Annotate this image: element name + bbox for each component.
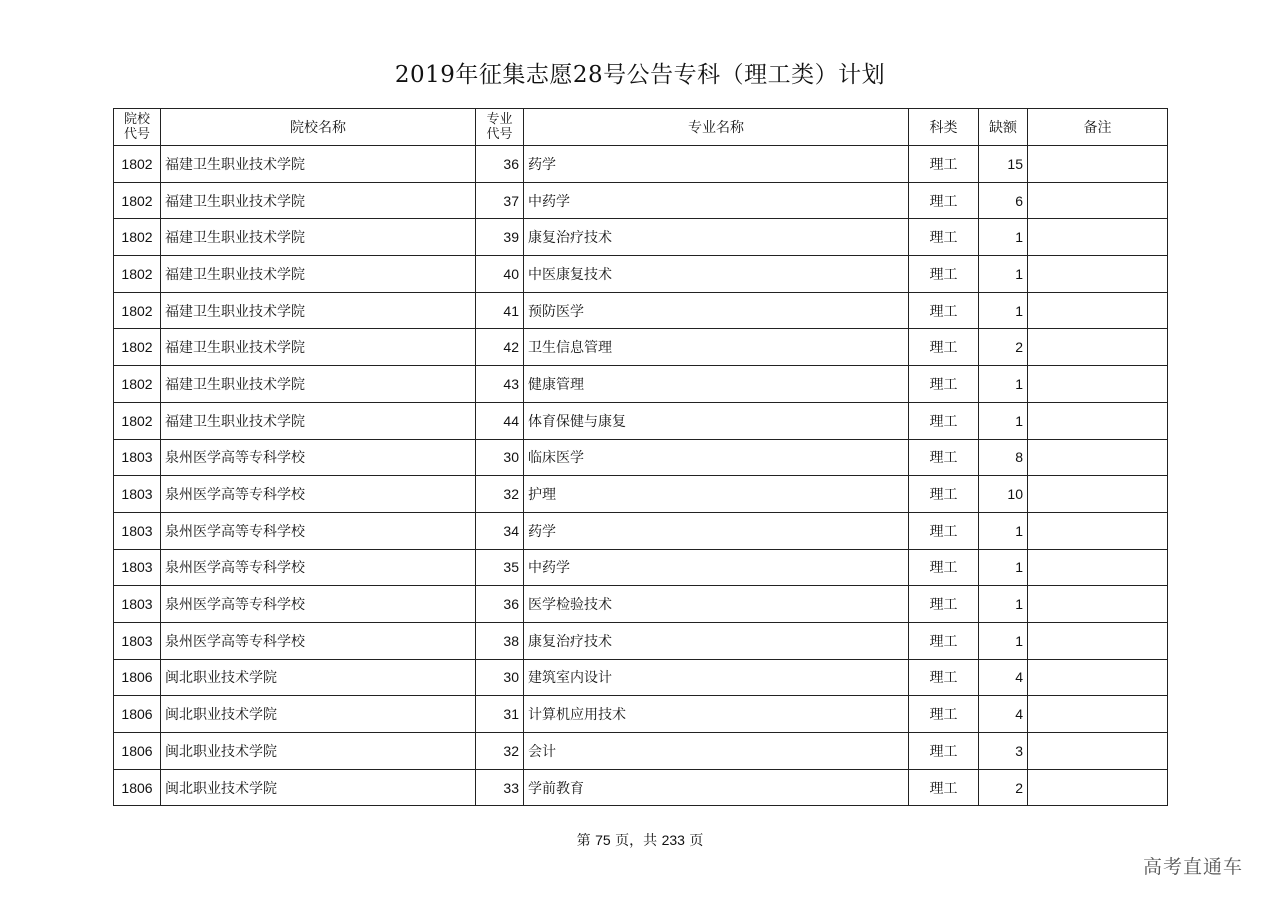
cell-note (1028, 402, 1168, 439)
table-body (114, 146, 1168, 806)
cell-category: 理工 (909, 219, 979, 256)
cell-school-name: 福建卫生职业技术学院 (161, 366, 476, 403)
cell-major-code: 36 (476, 146, 524, 183)
cell-major-name: 药学 (524, 512, 909, 549)
cell-major-code: 35 (476, 549, 524, 586)
cell-vacancy: 15 (979, 146, 1028, 183)
cell-school-code: 1803 (114, 622, 161, 659)
cell-major-name: 中药学 (524, 182, 909, 219)
cell-school-code: 1806 (114, 733, 161, 770)
footer-middle: 页，共 (610, 833, 662, 849)
header-school-name: 院校名称 (161, 109, 476, 146)
cell-category: 理工 (909, 659, 979, 696)
cell-school-code: 1802 (114, 292, 161, 329)
header-school-code-line2: 代号 (123, 127, 150, 142)
header-major-name: 专业名称 (524, 109, 909, 146)
cell-school-code: 1802 (114, 146, 161, 183)
plan-table (113, 108, 1168, 806)
cell-major-name: 临床医学 (524, 439, 909, 476)
cell-category: 理工 (909, 146, 979, 183)
header-school-code (114, 109, 161, 146)
cell-vacancy: 10 (979, 476, 1028, 513)
cell-major-code: 30 (476, 439, 524, 476)
cell-major-code: 37 (476, 182, 524, 219)
cell-school-name: 泉州医学高等专科学校 (161, 549, 476, 586)
page-footer (0, 830, 1280, 850)
cell-category: 理工 (909, 329, 979, 366)
cell-category: 理工 (909, 182, 979, 219)
cell-note (1028, 549, 1168, 586)
footer-total-pages: 233 (661, 832, 685, 848)
cell-category: 理工 (909, 512, 979, 549)
cell-note (1028, 476, 1168, 513)
cell-school-name: 福建卫生职业技术学院 (161, 256, 476, 293)
cell-school-code: 1803 (114, 439, 161, 476)
cell-major-name: 中药学 (524, 549, 909, 586)
cell-note (1028, 659, 1168, 696)
cell-category: 理工 (909, 696, 979, 733)
cell-major-name: 学前教育 (524, 769, 909, 806)
cell-school-code: 1802 (114, 329, 161, 366)
cell-note (1028, 182, 1168, 219)
cell-school-code: 1802 (114, 256, 161, 293)
cell-vacancy: 1 (979, 549, 1028, 586)
cell-vacancy: 4 (979, 696, 1028, 733)
cell-vacancy: 1 (979, 366, 1028, 403)
cell-school-name: 闽北职业技术学院 (161, 769, 476, 806)
cell-school-name: 福建卫生职业技术学院 (161, 329, 476, 366)
table-row (114, 622, 1168, 659)
table-row (114, 696, 1168, 733)
cell-major-name: 预防医学 (524, 292, 909, 329)
table-row (114, 256, 1168, 293)
cell-school-name: 福建卫生职业技术学院 (161, 219, 476, 256)
table-row (114, 292, 1168, 329)
cell-major-code: 41 (476, 292, 524, 329)
cell-category: 理工 (909, 586, 979, 623)
cell-vacancy: 2 (979, 329, 1028, 366)
cell-note (1028, 733, 1168, 770)
cell-school-code: 1803 (114, 512, 161, 549)
cell-school-code: 1803 (114, 549, 161, 586)
cell-school-code: 1806 (114, 659, 161, 696)
table-row (114, 329, 1168, 366)
table-header (114, 109, 1168, 146)
cell-category: 理工 (909, 476, 979, 513)
cell-major-name: 计算机应用技术 (524, 696, 909, 733)
table-row (114, 182, 1168, 219)
cell-major-name: 建筑室内设计 (524, 659, 909, 696)
footer-suffix: 页 (684, 833, 704, 849)
cell-note (1028, 622, 1168, 659)
cell-school-name: 泉州医学高等专科学校 (161, 586, 476, 623)
cell-note (1028, 512, 1168, 549)
cell-vacancy: 1 (979, 512, 1028, 549)
header-note: 备注 (1028, 109, 1168, 146)
cell-school-name: 福建卫生职业技术学院 (161, 146, 476, 183)
cell-school-code: 1802 (114, 366, 161, 403)
cell-major-name: 护理 (524, 476, 909, 513)
table-row (114, 146, 1168, 183)
cell-note (1028, 696, 1168, 733)
table-row (114, 366, 1168, 403)
cell-school-code: 1803 (114, 586, 161, 623)
cell-category: 理工 (909, 622, 979, 659)
cell-major-name: 康复治疗技术 (524, 622, 909, 659)
cell-major-name: 体育保健与康复 (524, 402, 909, 439)
cell-major-code: 42 (476, 329, 524, 366)
cell-vacancy: 1 (979, 586, 1028, 623)
cell-major-code: 40 (476, 256, 524, 293)
cell-category: 理工 (909, 549, 979, 586)
cell-major-name: 医学检验技术 (524, 586, 909, 623)
cell-school-name: 闽北职业技术学院 (161, 733, 476, 770)
cell-note (1028, 329, 1168, 366)
header-vacancy: 缺额 (979, 109, 1028, 146)
footer-page-number: 75 (595, 832, 611, 848)
table-row (114, 549, 1168, 586)
header-row (114, 109, 1168, 146)
cell-school-code: 1802 (114, 182, 161, 219)
cell-note (1028, 146, 1168, 183)
cell-major-code: 32 (476, 733, 524, 770)
cell-school-code: 1802 (114, 402, 161, 439)
cell-school-name: 泉州医学高等专科学校 (161, 476, 476, 513)
cell-vacancy: 3 (979, 733, 1028, 770)
cell-school-name: 福建卫生职业技术学院 (161, 292, 476, 329)
cell-note (1028, 219, 1168, 256)
cell-school-code: 1806 (114, 769, 161, 806)
cell-vacancy: 2 (979, 769, 1028, 806)
cell-major-code: 33 (476, 769, 524, 806)
header-school-code-line1: 院校 (123, 112, 150, 127)
cell-school-name: 泉州医学高等专科学校 (161, 622, 476, 659)
cell-school-name: 闽北职业技术学院 (161, 696, 476, 733)
cell-note (1028, 586, 1168, 623)
cell-note (1028, 292, 1168, 329)
table-row (114, 769, 1168, 806)
cell-major-name: 康复治疗技术 (524, 219, 909, 256)
table-row (114, 219, 1168, 256)
cell-school-name: 泉州医学高等专科学校 (161, 439, 476, 476)
cell-category: 理工 (909, 733, 979, 770)
cell-vacancy: 8 (979, 439, 1028, 476)
cell-school-name: 泉州医学高等专科学校 (161, 512, 476, 549)
cell-school-code: 1803 (114, 476, 161, 513)
cell-vacancy: 1 (979, 256, 1028, 293)
header-major-code-line1: 专业 (486, 112, 513, 127)
cell-school-name: 闽北职业技术学院 (161, 659, 476, 696)
watermark: 高考直通车 (1143, 856, 1244, 878)
cell-vacancy: 6 (979, 182, 1028, 219)
footer-prefix: 第 (576, 833, 596, 849)
cell-note (1028, 256, 1168, 293)
cell-category: 理工 (909, 769, 979, 806)
table-row (114, 733, 1168, 770)
cell-school-code: 1802 (114, 219, 161, 256)
table-row (114, 512, 1168, 549)
cell-note (1028, 769, 1168, 806)
cell-major-code: 32 (476, 476, 524, 513)
table-row (114, 439, 1168, 476)
cell-major-name: 中医康复技术 (524, 256, 909, 293)
table-row (114, 659, 1168, 696)
cell-category: 理工 (909, 402, 979, 439)
cell-note (1028, 439, 1168, 476)
cell-major-code: 44 (476, 402, 524, 439)
cell-school-name: 福建卫生职业技术学院 (161, 402, 476, 439)
cell-major-name: 会计 (524, 733, 909, 770)
cell-school-name: 福建卫生职业技术学院 (161, 182, 476, 219)
table-row (114, 402, 1168, 439)
cell-category: 理工 (909, 366, 979, 403)
cell-major-code: 43 (476, 366, 524, 403)
cell-major-code: 30 (476, 659, 524, 696)
cell-vacancy: 1 (979, 219, 1028, 256)
cell-category: 理工 (909, 439, 979, 476)
cell-vacancy: 4 (979, 659, 1028, 696)
cell-school-code: 1806 (114, 696, 161, 733)
cell-vacancy: 1 (979, 402, 1028, 439)
cell-category: 理工 (909, 292, 979, 329)
cell-major-code: 39 (476, 219, 524, 256)
header-major-code-line2: 代号 (486, 127, 513, 142)
cell-vacancy: 1 (979, 622, 1028, 659)
cell-vacancy: 1 (979, 292, 1028, 329)
cell-note (1028, 366, 1168, 403)
cell-major-name: 药学 (524, 146, 909, 183)
cell-category: 理工 (909, 256, 979, 293)
cell-major-code: 36 (476, 586, 524, 623)
page-title: 2019年征集志愿28号公告专科（理工类）计划 (394, 62, 886, 88)
cell-major-code: 34 (476, 512, 524, 549)
table-row (114, 586, 1168, 623)
cell-major-name: 健康管理 (524, 366, 909, 403)
header-category: 科类 (909, 109, 979, 146)
header-major-code (476, 109, 524, 146)
cell-major-name: 卫生信息管理 (524, 329, 909, 366)
cell-major-code: 31 (476, 696, 524, 733)
cell-major-code: 38 (476, 622, 524, 659)
table-row (114, 476, 1168, 513)
